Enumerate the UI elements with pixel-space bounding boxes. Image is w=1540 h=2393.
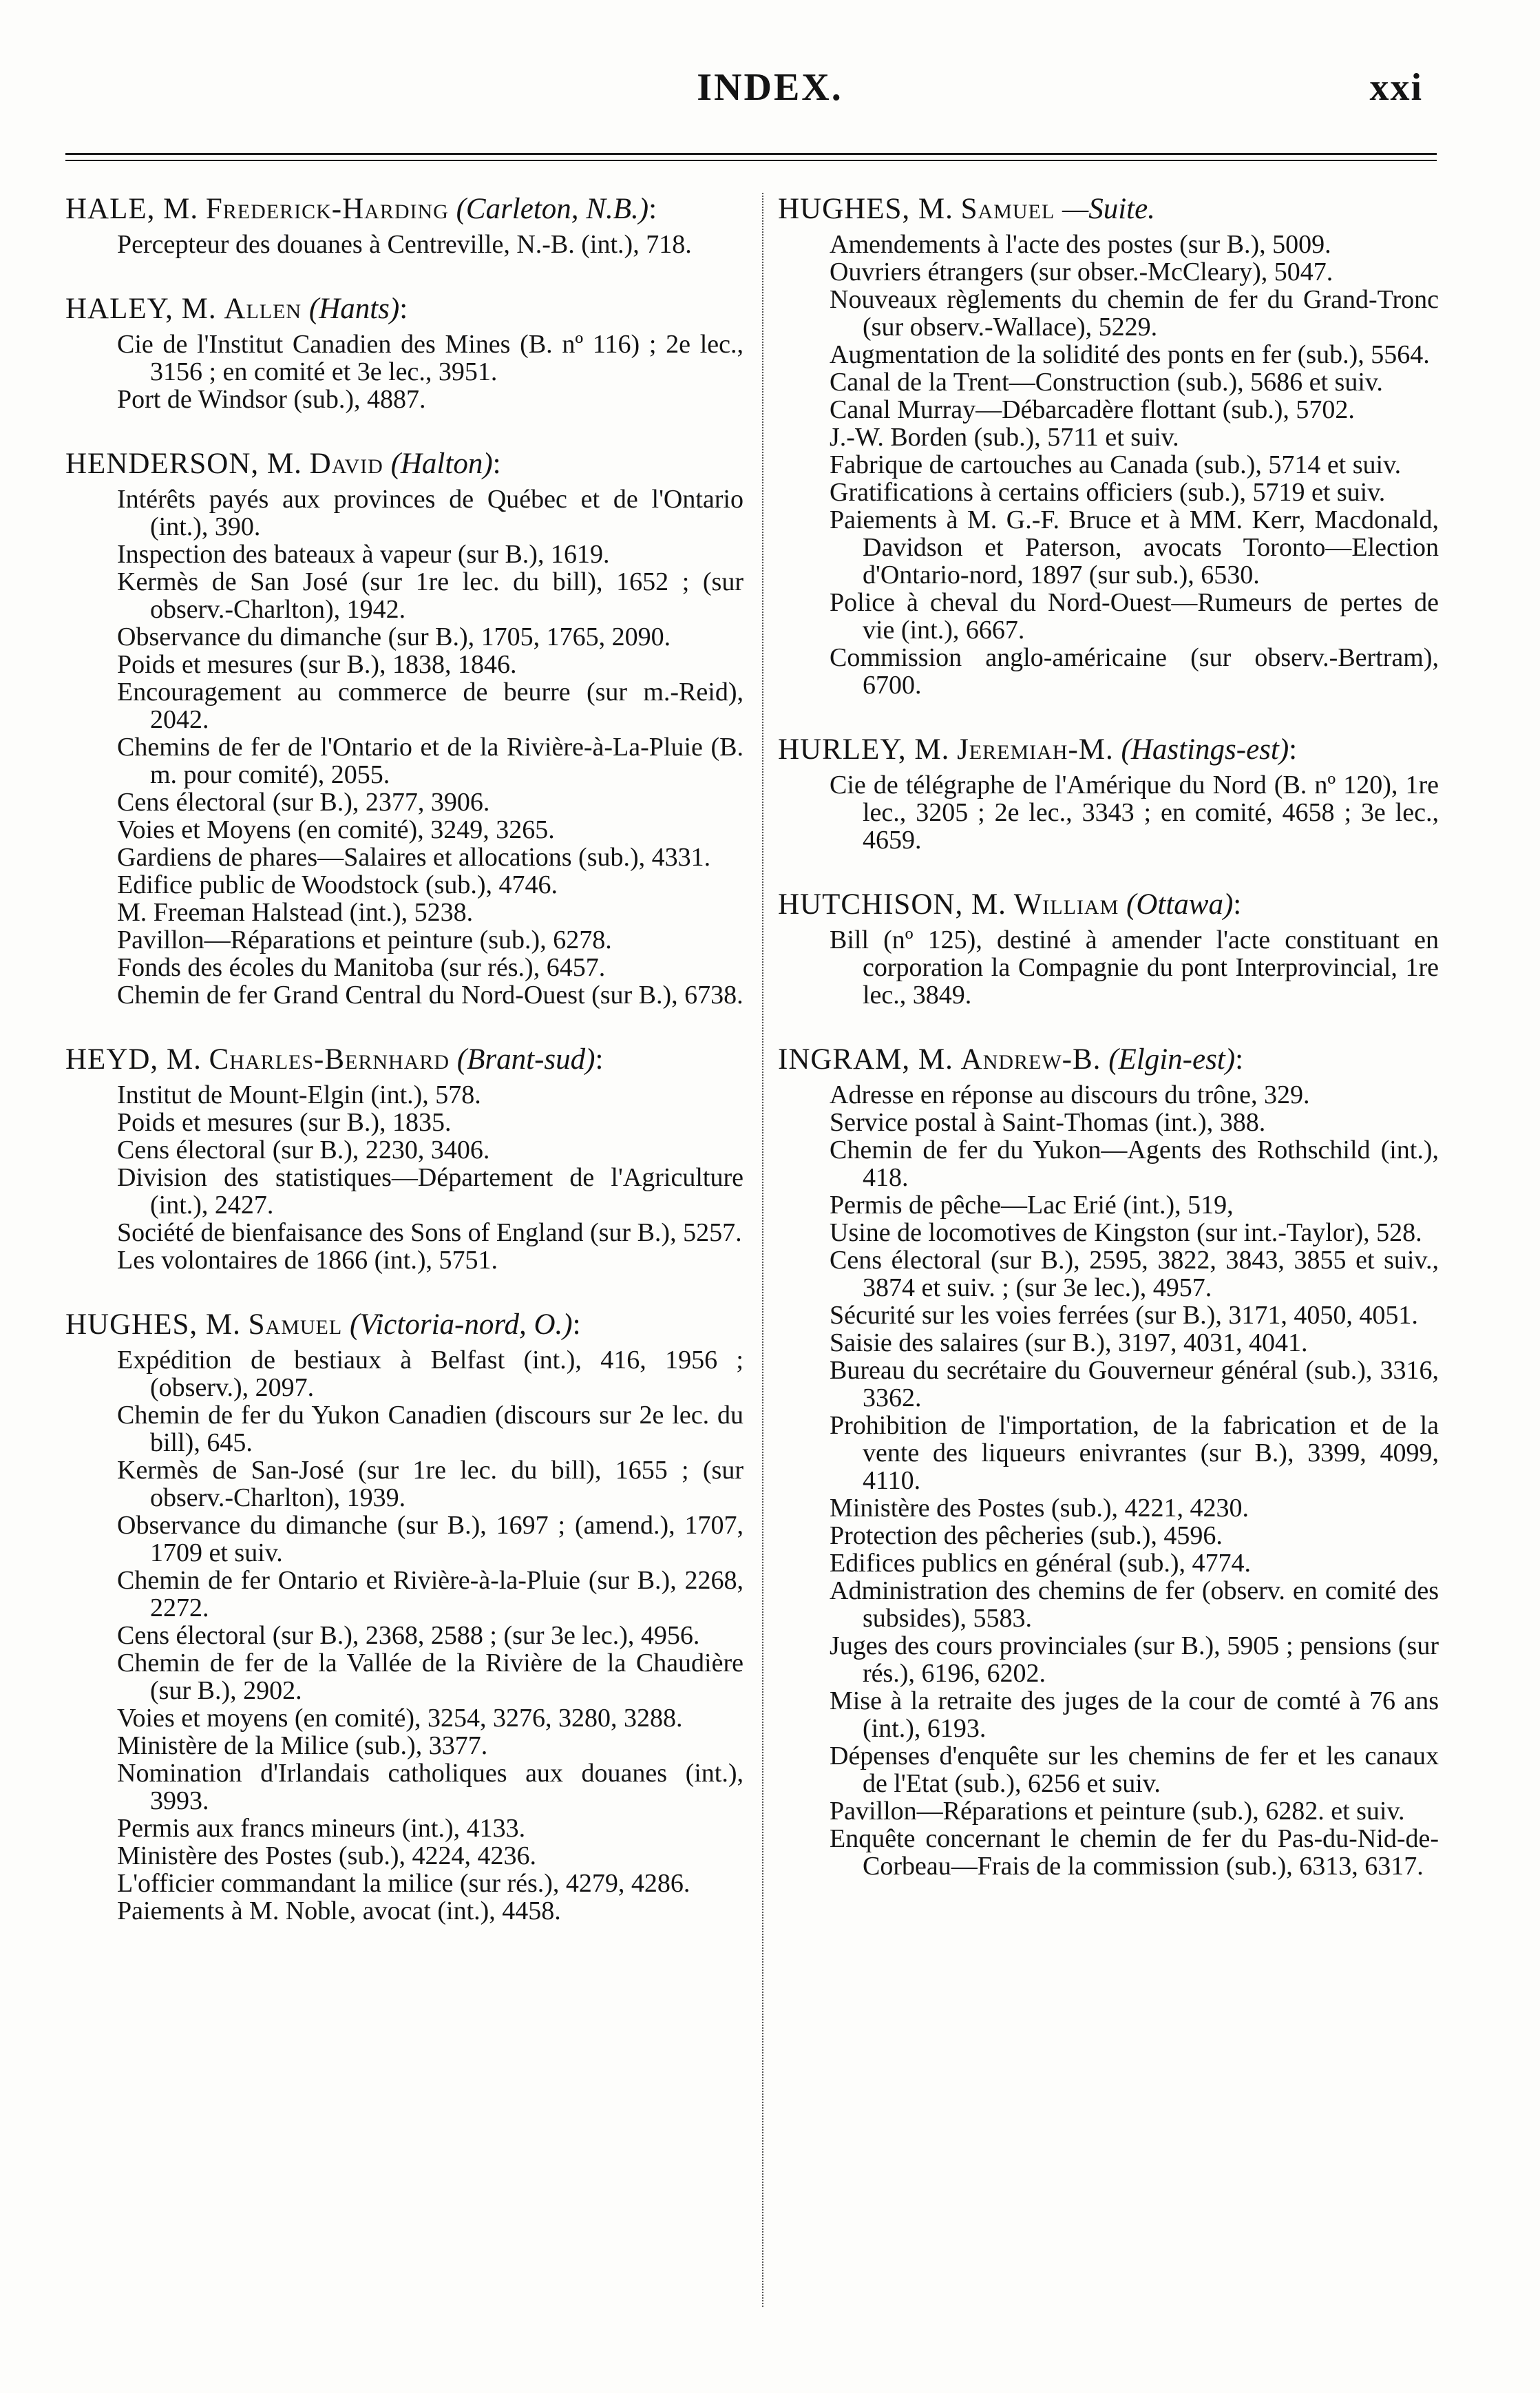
index-item: Chemin de fer du Yukon—Agents des Rothschild (int.), 418. bbox=[830, 1136, 1439, 1192]
index-item: Cens électoral (sur B.), 2368, 2588 ; (sur 3e lec.), 4956. bbox=[117, 1621, 700, 1650]
index-item: Institut de Mount-Elgin (int.), 578. bbox=[117, 1080, 481, 1109]
index-item: Observance du dimanche (sur B.), 1705, 1765, 2090. bbox=[117, 623, 671, 651]
index-item: Adresse en réponse au discours du trône, 329. bbox=[830, 1080, 1310, 1109]
index-entry bbox=[65, 1307, 743, 1925]
member-surname: INGRAM, M. bbox=[778, 1043, 953, 1076]
index-item: Fonds des écoles du Manitoba (sur rés.), 6457. bbox=[117, 953, 606, 982]
page-title: INDEX. bbox=[697, 66, 843, 109]
index-item: Cie de télégraphe de l'Amérique du Nord (B. nº 120), 1re lec., 3205 ; 2e lec., 3343 ; en comité, 4658 ; 3e lec., 4659. bbox=[830, 771, 1439, 855]
index-item: Bill (nº 125), destiné à amender l'acte constituant en corporation la Compagnie du pont Interprovincial, 1re lec., 3849. bbox=[830, 926, 1439, 1010]
member-surname: HUGHES, M. bbox=[65, 1308, 241, 1341]
member-surname: HALEY, M. bbox=[65, 293, 217, 325]
index-item: Ministère des Postes (sub.), 4221, 4230. bbox=[830, 1494, 1249, 1523]
index-item: Permis aux francs mineurs (int.), 4133. bbox=[117, 1814, 526, 1843]
index-item: Permis de pêche—Lac Erié (int.), 519, bbox=[830, 1191, 1234, 1220]
index-item: Ministère de la Milice (sub.), 3377. bbox=[117, 1731, 488, 1760]
index-item: Paiements à M. Noble, avocat (int.), 4458. bbox=[117, 1896, 561, 1925]
index-item: Pavillon—Réparations et peinture (sub.), 6282. et suiv. bbox=[830, 1797, 1405, 1826]
index-item: Usine de locomotives de Kingston (sur int.-Taylor), 528. bbox=[830, 1218, 1422, 1247]
index-item: Sécurité sur les voies ferrées (sur B.), 3171, 4050, 4051. bbox=[830, 1301, 1418, 1330]
index-item: Ouvriers étrangers (sur obser.-McCleary), 5047. bbox=[830, 258, 1333, 286]
index-entry bbox=[65, 1042, 743, 1274]
member-riding: (Hastings-est) bbox=[1121, 733, 1289, 766]
member-suffix: : bbox=[648, 193, 657, 225]
index-item: Pavillon—Réparations et peinture (sub.), 6278. bbox=[117, 926, 612, 954]
index-item: Fabrique de cartouches au Canada (sub.), 5714 et suiv. bbox=[830, 450, 1402, 479]
index-item: Dépenses d'enquête sur les chemins de fer et les canaux de l'Etat (sub.), 6256 et suiv. bbox=[830, 1742, 1439, 1798]
member-suffix: : bbox=[399, 293, 408, 325]
index-item: Voies et moyens (en comité), 3254, 3276, 3280, 3288. bbox=[117, 1704, 683, 1733]
index-item: Chemin de fer de la Vallée de la Rivière de la Chaudière (sur B.), 2902. bbox=[117, 1649, 743, 1705]
index-item: Administration des chemins de fer (observ. en comité des subsides), 5583. bbox=[830, 1576, 1439, 1633]
member-name bbox=[778, 1042, 1439, 1077]
member-surname: HALE, M. bbox=[65, 193, 199, 225]
member-riding: (Ottawa) bbox=[1126, 888, 1234, 921]
index-entry bbox=[65, 191, 743, 258]
member-riding: (Carleton, N.B.) bbox=[456, 193, 649, 225]
index-item: Gratifications à certains officiers (sub.), 5719 et suiv. bbox=[830, 478, 1386, 507]
member-name bbox=[65, 191, 743, 227]
index-item: M. Freeman Halstead (int.), 5238. bbox=[117, 898, 474, 927]
member-given-name: Allen bbox=[224, 293, 302, 325]
member-riding: (Hants) bbox=[308, 293, 400, 325]
index-item: Cens électoral (sur B.), 2377, 3906. bbox=[117, 788, 490, 817]
index-item: J.-W. Borden (sub.), 5711 et suiv. bbox=[830, 423, 1179, 452]
header-rule-top bbox=[65, 153, 1437, 155]
member-name bbox=[65, 1307, 743, 1342]
index-item: Juges des cours provinciales (sur B.), 5905 ; pensions (sur rés.), 6196, 6202. bbox=[830, 1631, 1439, 1688]
member-name bbox=[65, 1042, 743, 1077]
member-surname: HUGHES, M. bbox=[778, 193, 953, 225]
index-item: Paiements à M. G.-F. Bruce et à MM. Kerr, Macdonald, Davidson et Paterson, avocats Toronto—Election d'Ontario-nord, 1897 (sur sub.), 6530. bbox=[830, 505, 1439, 589]
member-riding: (Brant-sud) bbox=[456, 1043, 595, 1076]
index-item: Mise à la retraite des juges de la cour de comté à 76 ans (int.), 6193. bbox=[830, 1686, 1439, 1743]
index-item: Intérêts payés aux provinces de Québec et de l'Ontario (int.), 390. bbox=[117, 485, 743, 541]
index-item: Nomination d'Irlandais catholiques aux douanes (int.), 3993. bbox=[117, 1759, 743, 1815]
member-given-name: Andrew-B. bbox=[960, 1043, 1101, 1076]
index-item: Kermès de San-José (sur 1re lec. du bill), 1655 ; (sur observ.-Charlton), 1939. bbox=[117, 1456, 743, 1512]
index-item: Nouveaux règlements du chemin de fer du Grand-Tronc (sur observ.-Wallace), 5229. bbox=[830, 285, 1439, 342]
index-item: Société de bienfaisance des Sons of England (sur B.), 5257. bbox=[117, 1218, 742, 1247]
running-head bbox=[0, 65, 1540, 121]
left-column bbox=[65, 191, 743, 1958]
column-divider bbox=[762, 193, 763, 2307]
member-name bbox=[778, 191, 1439, 227]
member-riding: (Halton) bbox=[390, 448, 493, 480]
index-item: Kermès de San José (sur 1re lec. du bill), 1652 ; (sur observ.-Charlton), 1942. bbox=[117, 567, 743, 624]
index-item: Police à cheval du Nord-Ouest—Rumeurs de pertes de vie (int.), 6667. bbox=[830, 588, 1439, 645]
member-suffix: : bbox=[595, 1043, 604, 1076]
member-surname: HURLEY, M. bbox=[778, 733, 950, 766]
member-suffix: : bbox=[492, 448, 501, 480]
index-item: Canal Murray—Débarcadère flottant (sub.), 5702. bbox=[830, 395, 1355, 424]
member-given-name: Frederick-Harding bbox=[205, 193, 449, 225]
member-given-name: Jeremiah-M. bbox=[957, 733, 1114, 766]
index-item: Poids et mesures (sur B.), 1838, 1846. bbox=[117, 650, 517, 679]
index-item: Saisie des salaires (sur B.), 3197, 4031, 4041. bbox=[830, 1328, 1308, 1357]
index-item: Port de Windsor (sub.), 4887. bbox=[117, 385, 426, 414]
index-entry bbox=[778, 191, 1439, 699]
index-item: Poids et mesures (sur B.), 1835. bbox=[117, 1108, 452, 1137]
index-item: Service postal à Saint-Thomas (int.), 388. bbox=[830, 1108, 1266, 1137]
index-item: Enquête concernant le chemin de fer du Pas-du-Nid-de-Corbeau—Frais de la commission (sub.), 6313, 6317. bbox=[830, 1824, 1439, 1881]
member-suffix: : bbox=[1235, 1043, 1244, 1076]
index-item: Inspection des bateaux à vapeur (sur B.), 1619. bbox=[117, 540, 610, 569]
member-given-name: William bbox=[1013, 888, 1119, 921]
index-item: Observance du dimanche (sur B.), 1697 ; (amend.), 1707, 1709 et suiv. bbox=[117, 1511, 743, 1567]
index-item: Cens électoral (sur B.), 2595, 3822, 3843, 3855 et suiv., 3874 et suiv. ; (sur 3e lec.), 4957. bbox=[830, 1246, 1439, 1302]
index-item: Les volontaires de 1866 (int.), 5751. bbox=[117, 1246, 498, 1275]
index-item: Voies et Moyens (en comité), 3249, 3265. bbox=[117, 815, 555, 844]
index-item: Division des statistiques—Département de l'Agriculture (int.), 2427. bbox=[117, 1163, 743, 1220]
member-name bbox=[65, 446, 743, 481]
index-item: Chemin de fer Ontario et Rivière-à-la-Pluie (sur B.), 2268, 2272. bbox=[117, 1566, 743, 1622]
index-item: Encouragement au commerce de beurre (sur m.-Reid), 2042. bbox=[117, 678, 743, 734]
member-given-name: Samuel bbox=[960, 193, 1055, 225]
index-entry bbox=[778, 887, 1439, 1009]
member-name bbox=[65, 291, 743, 326]
index-item: Chemin de fer du Yukon Canadien (discours sur 2e lec. du bill), 645. bbox=[117, 1401, 743, 1457]
index-entry bbox=[778, 1042, 1439, 1880]
index-item: Amendements à l'acte des postes (sur B.), 5009. bbox=[830, 230, 1331, 259]
index-item: Commission anglo-américaine (sur observ.-Bertram), 6700. bbox=[830, 643, 1439, 700]
index-item: Protection des pêcheries (sub.), 4596. bbox=[830, 1521, 1223, 1550]
index-item: Cens électoral (sur B.), 2230, 3406. bbox=[117, 1136, 490, 1164]
index-entry bbox=[65, 446, 743, 1009]
index-item: Expédition de bestiaux à Belfast (int.), 416, 1956 ; (observ.), 2097. bbox=[117, 1346, 743, 1402]
member-surname: HEYD, M. bbox=[65, 1043, 202, 1076]
member-name bbox=[778, 732, 1439, 767]
member-suffix: : bbox=[1233, 888, 1242, 921]
member-given-name: Samuel bbox=[248, 1308, 343, 1341]
index-entry bbox=[778, 732, 1439, 854]
member-suffix: : bbox=[1289, 733, 1298, 766]
index-item: Augmentation de la solidité des ponts en fer (sub.), 5564. bbox=[830, 340, 1430, 369]
index-item: Ministère des Postes (sub.), 4224, 4236. bbox=[117, 1841, 537, 1870]
member-surname: HENDERSON, M. bbox=[65, 448, 302, 480]
index-item: Edifice public de Woodstock (sub.), 4746. bbox=[117, 870, 558, 899]
member-surname: HUTCHISON, M. bbox=[778, 888, 1006, 921]
index-item: Chemins de fer de l'Ontario et de la Rivière-à-La-Pluie (B. m. pour comité), 2055. bbox=[117, 733, 743, 789]
index-entry bbox=[65, 291, 743, 413]
index-item: Cie de l'Institut Canadien des Mines (B. nº 116) ; 2e lec., 3156 ; en comité et 3e lec., 3951. bbox=[117, 330, 743, 386]
right-column bbox=[778, 191, 1439, 1913]
header-rule-bottom bbox=[65, 160, 1437, 161]
index-item: Gardiens de phares—Salaires et allocations (sub.), 4331. bbox=[117, 843, 711, 872]
member-given-name: David bbox=[309, 448, 383, 480]
member-riding: (Elgin-est) bbox=[1108, 1043, 1236, 1076]
page-number: xxi bbox=[1369, 66, 1423, 109]
member-given-name: Charles-Bernhard bbox=[209, 1043, 450, 1076]
index-item: Percepteur des douanes à Centreville, N.-B. (int.), 718. bbox=[117, 230, 692, 259]
index-item: Edifices publics en général (sub.), 4774. bbox=[830, 1549, 1252, 1578]
member-name bbox=[778, 887, 1439, 922]
index-item: L'officier commandant la milice (sur rés.), 4279, 4286. bbox=[117, 1869, 690, 1898]
member-riding: (Victoria-nord, O.) bbox=[349, 1308, 573, 1341]
member-riding: —Suite. bbox=[1062, 193, 1155, 225]
member-suffix: : bbox=[572, 1308, 581, 1341]
index-item: Bureau du secrétaire du Gouverneur général (sub.), 3316, 3362. bbox=[830, 1356, 1439, 1412]
index-item: Prohibition de l'importation, de la fabrication et de la vente des liqueurs enivrantes (sur B.), 3399, 4099, 4110. bbox=[830, 1411, 1439, 1495]
index-item: Chemin de fer Grand Central du Nord-Ouest (sur B.), 6738. bbox=[117, 981, 743, 1010]
index-item: Canal de la Trent—Construction (sub.), 5686 et suiv. bbox=[830, 368, 1383, 397]
